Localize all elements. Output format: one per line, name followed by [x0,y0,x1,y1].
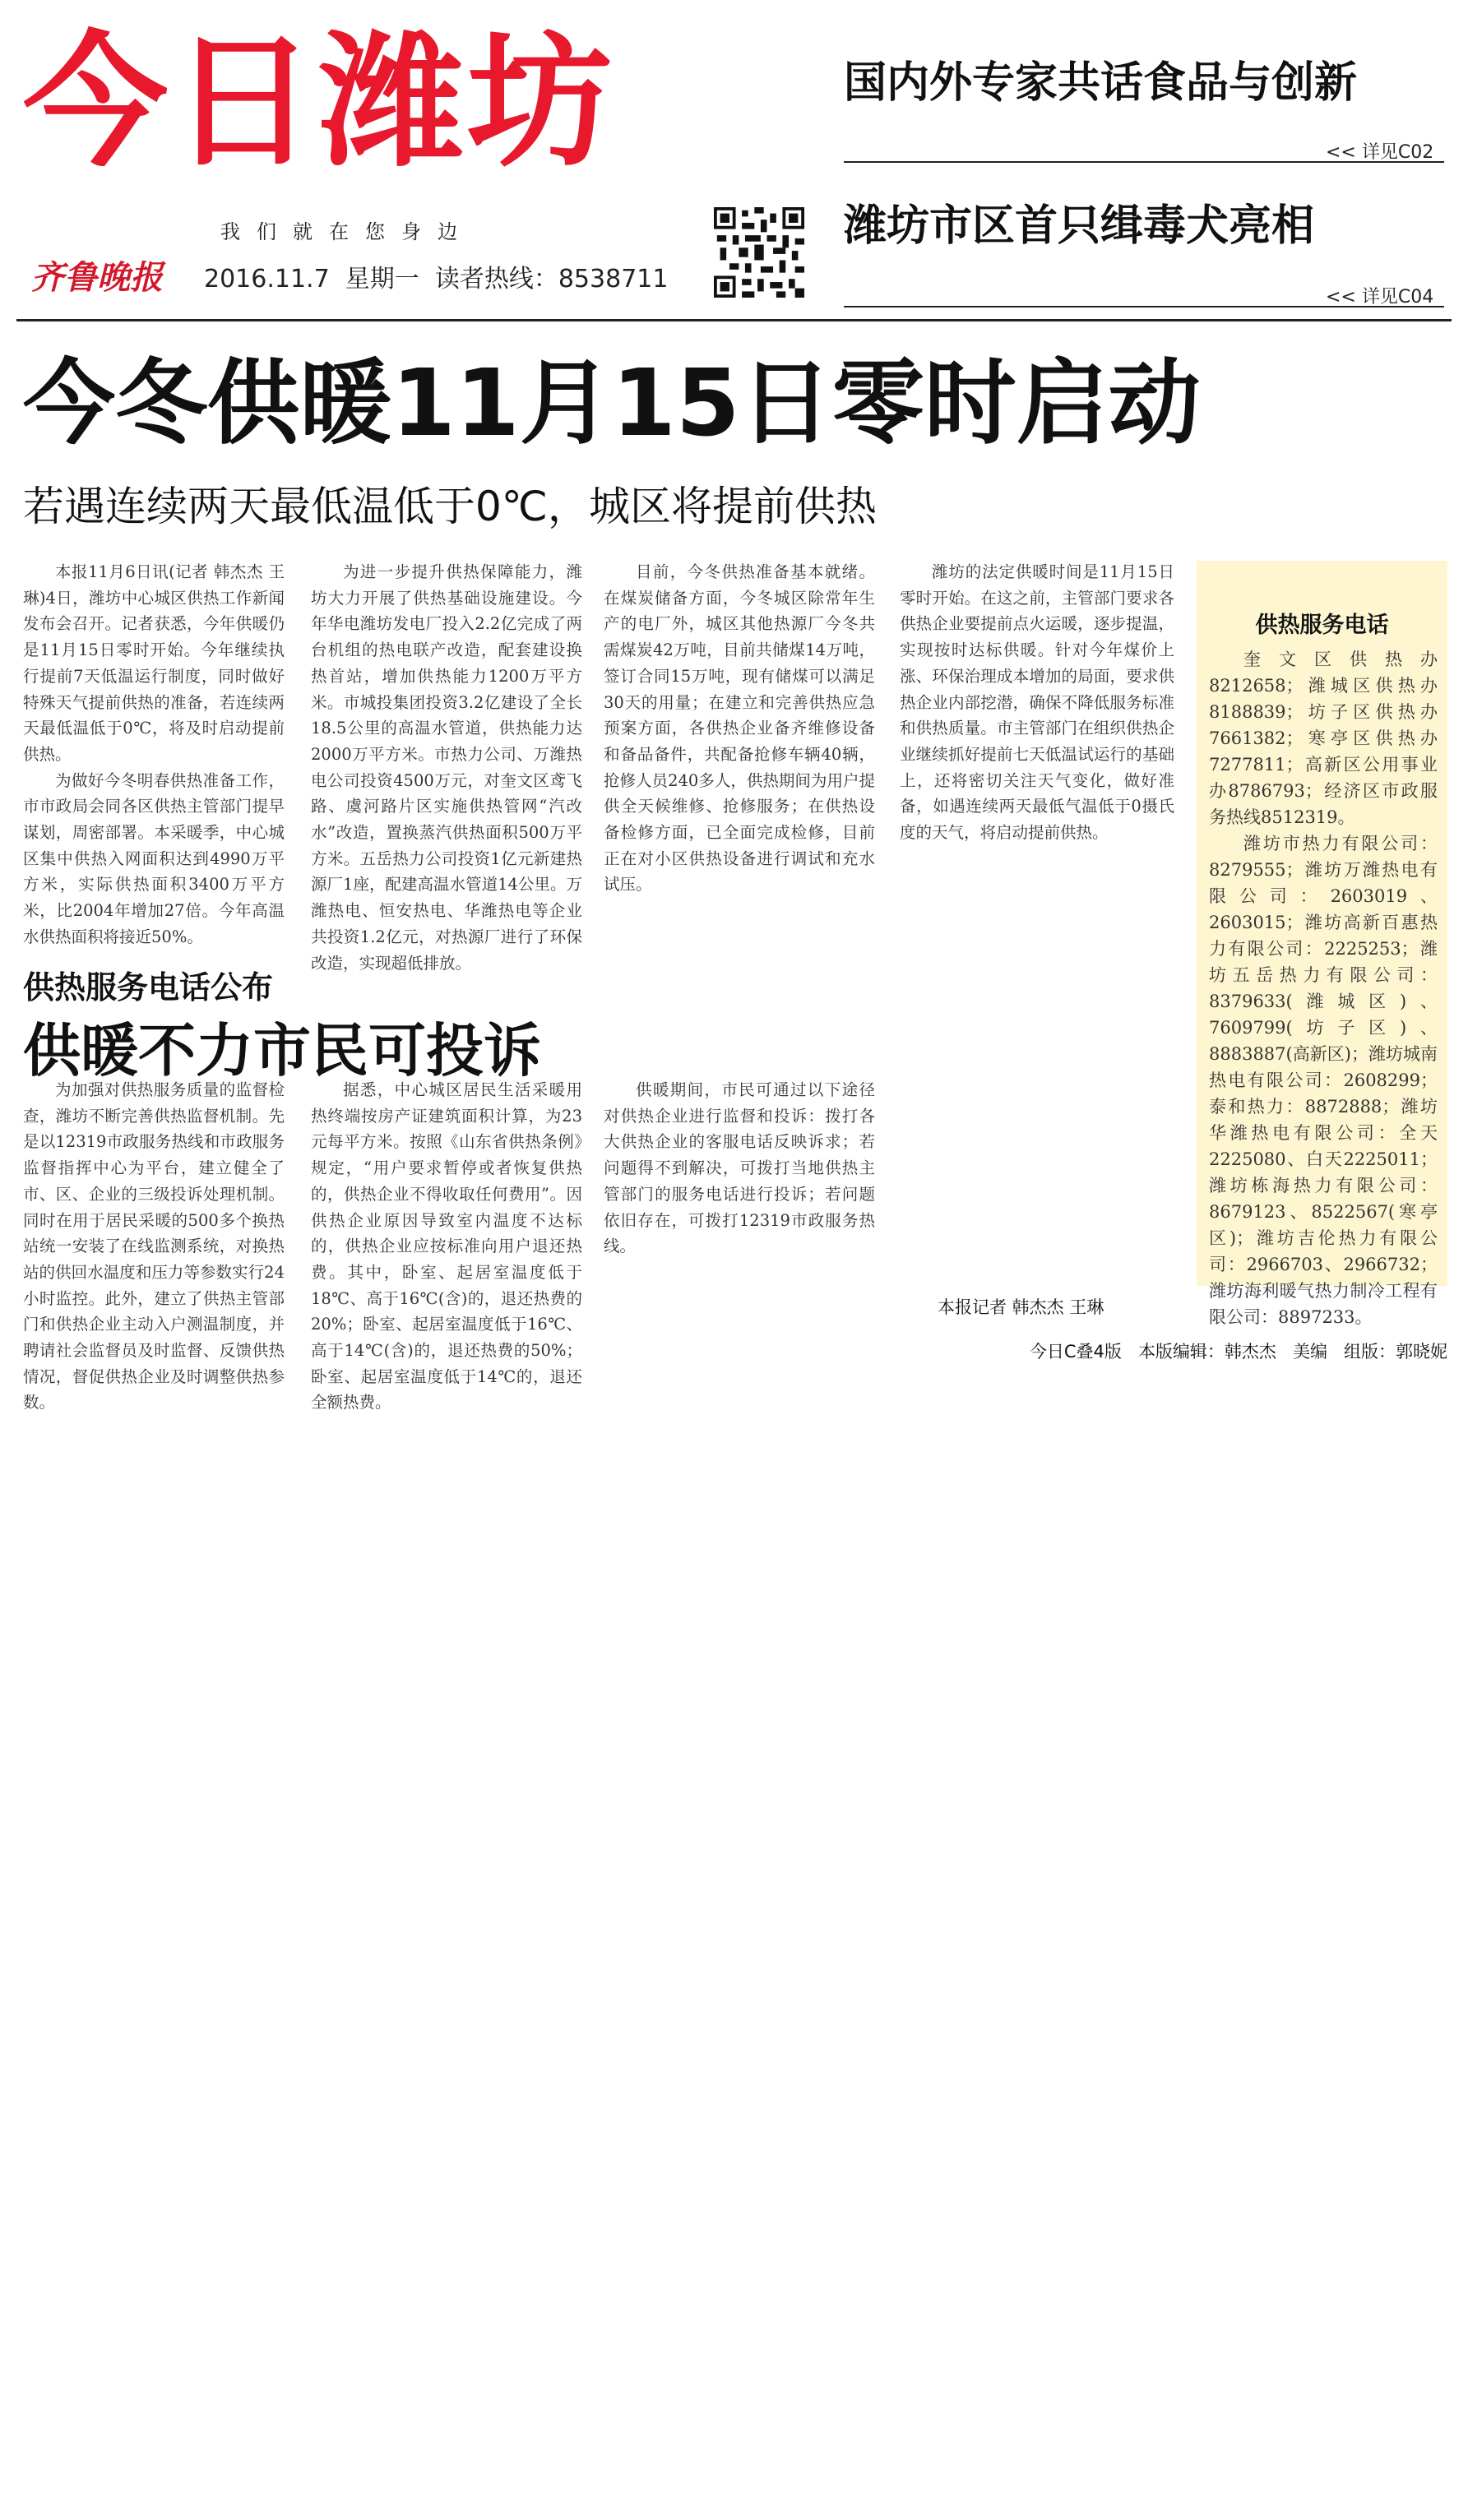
issue-weekday: 星期一 [345,265,419,294]
footer-page-label: 今日C叠4版 [1029,1342,1122,1362]
sidebar-title: 供热服务电话 [1255,613,1389,638]
main-paragraph: 为进一步提升供热保障能力，潍坊大力开展了供热基础设施建设。今年华电潍坊发电厂投入2.2亿完成了两台机组的热电联产改造，配套建设换热首站，增加供热能力1200万平方米。市城投集团投资3.2亿建设了全长18.5公里的高温水管道，供热能力达2000万平方米。市热力公司、万潍热电公司投资4500万元，对奎文区鸢飞路、虞河路片区实施供热管网“汽改水”改造，置换蒸汽供热面积500万平方米。五岳热力公司投资1亿元新建热源厂1座，配建高温水管道14公里。万潍热电、恒安热电、华潍热电等企业共投资1.2亿元，对热源厂进行了环保改造，实现超低排放。 [311,562,582,973]
brand-name: 齐鲁晚报 [31,258,163,297]
main-column-4 [900,559,1174,946]
page-footer [905,1339,1447,1363]
second-story-kicker: 供热服务电话公布 [23,969,274,1006]
teaser-title-1[interactable]: 国内外专家共话食品与创新 [844,58,1358,108]
second-column-3 [604,1077,875,1319]
second-paragraph: 据悉，中心城区居民生活采暖用热终端按房产证建筑面积计算，为23元每平方米。按照《山东省供热条例》规定，“用户要求暂停或者恢复供热的，供热企业不得收取任何费用”。因供热企业原因导致室内温度不达标的，供热企业应按标准向用户退还热费。其中，卧室、起居室温度低于18℃、高于16℃(含)的，退还热费的20%；卧室、起居室温度低于16℃、高于14℃(含)的，退还热费的50%；卧室、起居室温度低于14℃的，退还全额热费。 [311,1080,582,1413]
teaser-title-2[interactable]: 潍坊市区首只缉毒犬亮相 [844,201,1315,251]
issue-date: 2016.11.7 [204,265,330,294]
footer-editor: 本版编辑：韩杰杰 [1137,1342,1276,1362]
main-paragraph: 目前，今冬供热准备基本就绪。在煤炭储备方面，今冬城区除常年生产的电厂外，城区其他热源厂今冬共需煤炭42万吨，目前共储煤14万吨，签订合同15万吨，现有储煤可以满足30天的用量；在建立和完善供热应急预案方面，各供热企业备齐维修设备和备品备件，共配备抢修车辆40辆，抢修人员240多人，供热期间为用户提供全天候维修、抢修服务；在供热设备检修方面，已全面完成检修，目前正在对小区供热设备进行调试和充水试压。 [604,562,875,895]
main-column-1 [23,559,285,946]
main-paragraph: 为做好今冬明春供热准备工作，市市政局会同各区供热主管部门提早谋划，周密部署。本采暖季，中心城区集中供热入网面积达到4990万平方米，实际供热面积3400万平方米，比2004年增加27倍。今年高温水供热面积将接近50%。 [23,770,285,946]
masthead-logo: 今日潍坊 [23,18,616,187]
teaser-ref-2[interactable]: << 详见C04 [1326,287,1434,307]
masthead-slogan: 我们就在您身边 [220,220,474,243]
second-paragraph: 供暖期间，市民可通过以下途径对供热企业进行监督和投诉：拨打各大供热企业的客服电话反映诉求；若问题得不到解决，可拨打当地供热主管部门的服务电话进行投诉；若问题依旧存在，可拨打12319市政服务热线。 [604,1080,875,1256]
footer-layout: 组版：郭晓妮 [1344,1342,1447,1362]
second-paragraph: 为加强对供热服务质量的监督检查，潍坊不断完善供热监督机制。先是以12319市政服务热线和市政服务监督指挥中心为平台，建立健全了市、区、企业的三级投诉处理机制。同时在用于居民采暖的500多个换热站统一安装了在线监测系统，对换热站的供回水温度和压力等参数实行24小时监控。此外，建立了供热主管部门和供热企业主动入户测温制度，并聘请社会监督员及时监督、反馈供热情况，督促供热企业及时调整供热参数。 [23,1080,285,1413]
second-story-byline: 本报记者 韩杰杰 王琳 [938,1297,1104,1317]
second-column-1 [23,1077,285,1413]
main-subheadline: 若遇连续两天最低温低于0℃，城区将提前供热 [23,483,877,530]
second-story-headline: 供暖不力市民可投诉 [23,1017,541,1084]
sidebar-body [1209,646,1438,1330]
main-paragraph: 潍坊的法定供暖时间是11月15日零时开始。在这之前，主管部门要求各供热企业要提前点火运暖，逐步提温，实现按时达标供暖。针对今年煤价上涨、环保治理成本增加的局面，要求供热企业内部挖潜，确保不降低服务标准和供热质量。市主管部门在组织供热企业继续抓好提前七天低温试运行的基础上，还将密切关注天气变化，做好准备，如遇连续两天最低气温低于0摄氏度的天气，将启动提前供热。 [900,562,1174,843]
sidebar-phone-list-2: 潍坊市热力有限公司：8279555；潍坊万潍热电有限公司：2603019、2603015；潍坊高新百惠热力有限公司：2225253；潍坊五岳热力有限公司：8379633(潍城区)、7609799(坊子区)、8883887(高新区)；潍坊城南热电有限公司：2608299；泰和热力：8872888；潍坊华潍热电有限公司：全天2225080、白天2225011；潍坊栋海热力有限公司：8679123、8522567(寒亭区)；潍坊吉伦热力有限公司：2966703、2966732；潍坊海利暖气热力制冷工程有限公司：8897233。 [1209,834,1438,1327]
reader-hotline: 读者热线：8538711 [434,265,669,294]
dateline [204,258,668,294]
qr-code-icon [714,207,804,298]
footer-designer: 美编 [1292,1342,1327,1362]
masthead-divider [16,319,1452,321]
main-paragraph: 本报11月6日讯(记者 韩杰杰 王琳)4日，潍坊中心城区供热工作新闻发布会召开。记者获悉，今年供暖仍是11月15日零时开始。今年继续执行提前7天低温运行制度，同时做好特殊天气提前供热的准备，若连续两天最低温低于0℃，将及时启动提前供热。 [23,562,285,764]
main-column-2 [311,559,582,973]
second-column-2 [311,1077,582,1413]
main-headline: 今冬供暖11月15日零时启动 [23,350,1201,457]
teaser-ref-1[interactable]: << 详见C02 [1326,142,1434,163]
sidebar-phone-list-1: 奎文区供热办8212658；潍城区供热办8188839；坊子区供热办7661382；寒亭区供热办7277811；高新区公用事业办8786793；经济区市政服务热线8512319。 [1209,650,1438,827]
main-column-3 [604,559,875,946]
